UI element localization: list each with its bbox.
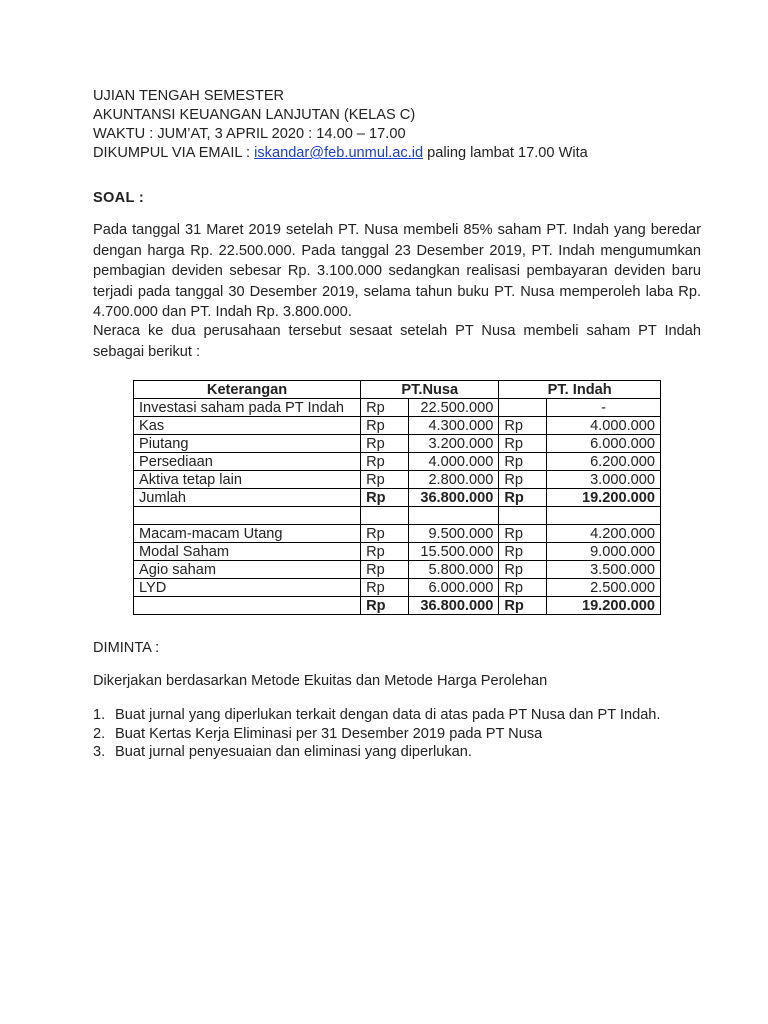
exam-title: UJIAN TENGAH SEMESTER	[93, 88, 285, 104]
cell-indah-value: 19.200.000	[547, 489, 661, 507]
question-paragraph-1: Pada tanggal 31 Maret 2019 setelah PT. Nusa membeli 85% saham PT. Indah yang beredar dengan harga Rp. 22.500.000. Pada tanggal 23 Desember 2019, PT. Indah mengumumkan pembagian deviden sebesar Rp. 3.100.000 sedangkan realisasi pembayaran deviden baru terjadi pada tanggal 30 Desember 2019, selama tahun buku PT. Nusa memperoleh laba Rp. 4.700.000 dan PT. Indah Rp. 3.800.000.	[93, 222, 701, 320]
diminta-heading: DIMINTA :	[93, 640, 160, 656]
task-number: 3.	[93, 744, 106, 760]
cell-indah-currency: Rp	[499, 579, 547, 597]
table-body	[134, 399, 661, 615]
cell-indah-currency	[499, 399, 547, 417]
submission-deadline: paling lambat 17.00 Wita	[423, 145, 588, 161]
balance-sheet-table	[133, 380, 661, 615]
cell-keterangan	[134, 507, 361, 525]
task-text: Buat jurnal penyesuaian dan eliminasi yang diperlukan.	[115, 744, 472, 760]
table-row	[134, 435, 661, 453]
cell-nusa-value: 36.800.000	[408, 489, 499, 507]
table-row	[134, 489, 661, 507]
cell-nusa-value: 22.500.000	[408, 399, 499, 417]
table-row	[134, 525, 661, 543]
cell-keterangan: Agio saham	[134, 561, 361, 579]
cell-keterangan: Modal Saham	[134, 543, 361, 561]
cell-nusa-value: 3.200.000	[408, 435, 499, 453]
table-row	[134, 399, 661, 417]
header-pt-indah: PT. Indah	[499, 381, 661, 399]
cell-keterangan: Macam-macam Utang	[134, 525, 361, 543]
cell-nusa-value: 5.800.000	[408, 561, 499, 579]
table-row	[134, 453, 661, 471]
task-number: 1.	[93, 707, 106, 723]
cell-keterangan: Investasi saham pada PT Indah	[134, 399, 361, 417]
cell-indah-value: 6.000.000	[547, 435, 661, 453]
cell-nusa-currency: Rp	[361, 399, 409, 417]
cell-nusa-value: 4.300.000	[408, 417, 499, 435]
table-row	[134, 597, 661, 615]
cell-nusa-value: 6.000.000	[408, 579, 499, 597]
cell-nusa-currency: Rp	[361, 543, 409, 561]
cell-indah-value: 3.500.000	[547, 561, 661, 579]
cell-nusa-currency: Rp	[361, 561, 409, 579]
task-number: 2.	[93, 725, 106, 742]
submission-prefix: DIKUMPUL VIA EMAIL :	[93, 145, 255, 161]
email-link[interactable]: iskandar@feb.unmul.ac.id	[254, 145, 424, 161]
cell-indah-currency: Rp	[499, 471, 547, 489]
table-row	[134, 417, 661, 435]
cell-keterangan: Kas	[134, 417, 361, 435]
table-row	[134, 579, 661, 597]
cell-indah-currency: Rp	[499, 561, 547, 579]
cell-nusa-value	[408, 507, 499, 525]
submission-line	[93, 144, 588, 163]
cell-nusa-currency: Rp	[361, 489, 409, 507]
question-paragraph-2: Neraca ke dua perusahaan tersebut sesaat setelah PT Nusa membeli saham PT Indah sebagai berikut :	[93, 323, 701, 360]
cell-indah-value: 2.500.000	[547, 579, 661, 597]
cell-indah-value: 4.200.000	[547, 525, 661, 543]
cell-keterangan: Persediaan	[134, 453, 361, 471]
cell-nusa-currency: Rp	[361, 597, 409, 615]
cell-nusa-value: 36.800.000	[408, 597, 499, 615]
cell-indah-currency: Rp	[499, 525, 547, 543]
cell-nusa-value: 15.500.000	[408, 543, 499, 561]
header-pt-nusa: PT.Nusa	[361, 381, 499, 399]
task-text: Buat jurnal yang diperlukan terkait dengan data di atas pada PT Nusa dan PT Indah.	[115, 707, 661, 723]
cell-indah-currency: Rp	[499, 453, 547, 471]
cell-keterangan: Piutang	[134, 435, 361, 453]
cell-keterangan	[134, 597, 361, 615]
course-name: AKUNTANSI KEUANGAN LANJUTAN (KELAS C)	[93, 107, 416, 123]
cell-indah-currency: Rp	[499, 417, 547, 435]
cell-indah-value: 9.000.000	[547, 543, 661, 561]
cell-nusa-value: 9.500.000	[408, 525, 499, 543]
cell-nusa-currency	[361, 507, 409, 525]
cell-nusa-currency: Rp	[361, 579, 409, 597]
task-list	[93, 706, 660, 762]
task-item	[93, 706, 660, 725]
cell-indah-value	[547, 507, 661, 525]
cell-indah-value: 4.000.000	[547, 417, 661, 435]
task-text: Buat Kertas Kerja Eliminasi per 31 Desember 2019 pada PT Nusa	[115, 725, 543, 742]
cell-indah-value: 3.000.000	[547, 471, 661, 489]
cell-nusa-currency: Rp	[361, 417, 409, 435]
cell-keterangan: Aktiva tetap lain	[134, 471, 361, 489]
cell-keterangan: LYD	[134, 579, 361, 597]
cell-indah-currency: Rp	[499, 597, 547, 615]
cell-nusa-value: 2.800.000	[408, 471, 499, 489]
exam-time: WAKTU : JUM’AT, 3 APRIL 2020 : 14.00 – 17.00	[93, 126, 406, 142]
cell-indah-currency: Rp	[499, 543, 547, 561]
cell-indah-value: 19.200.000	[547, 597, 661, 615]
cell-nusa-currency: Rp	[361, 525, 409, 543]
task-item	[93, 725, 660, 744]
cell-indah-currency	[499, 507, 547, 525]
table-row	[134, 507, 661, 525]
method-instruction: Dikerjakan berdasarkan Metode Ekuitas dan Metode Harga Perolehan	[93, 673, 548, 689]
cell-nusa-currency: Rp	[361, 453, 409, 471]
task-item	[93, 743, 660, 762]
table-row	[134, 471, 661, 489]
header-keterangan: Keterangan	[134, 381, 361, 399]
cell-indah-currency: Rp	[499, 489, 547, 507]
cell-keterangan: Jumlah	[134, 489, 361, 507]
soal-heading: SOAL :	[93, 190, 144, 206]
cell-indah-value: -	[547, 399, 661, 417]
exam-header	[93, 87, 588, 163]
table-row	[134, 543, 661, 561]
cell-indah-currency: Rp	[499, 435, 547, 453]
cell-nusa-value: 4.000.000	[408, 453, 499, 471]
cell-indah-value: 6.200.000	[547, 453, 661, 471]
table-header-row	[134, 381, 661, 399]
cell-nusa-currency: Rp	[361, 471, 409, 489]
table-row	[134, 561, 661, 579]
cell-nusa-currency: Rp	[361, 435, 409, 453]
